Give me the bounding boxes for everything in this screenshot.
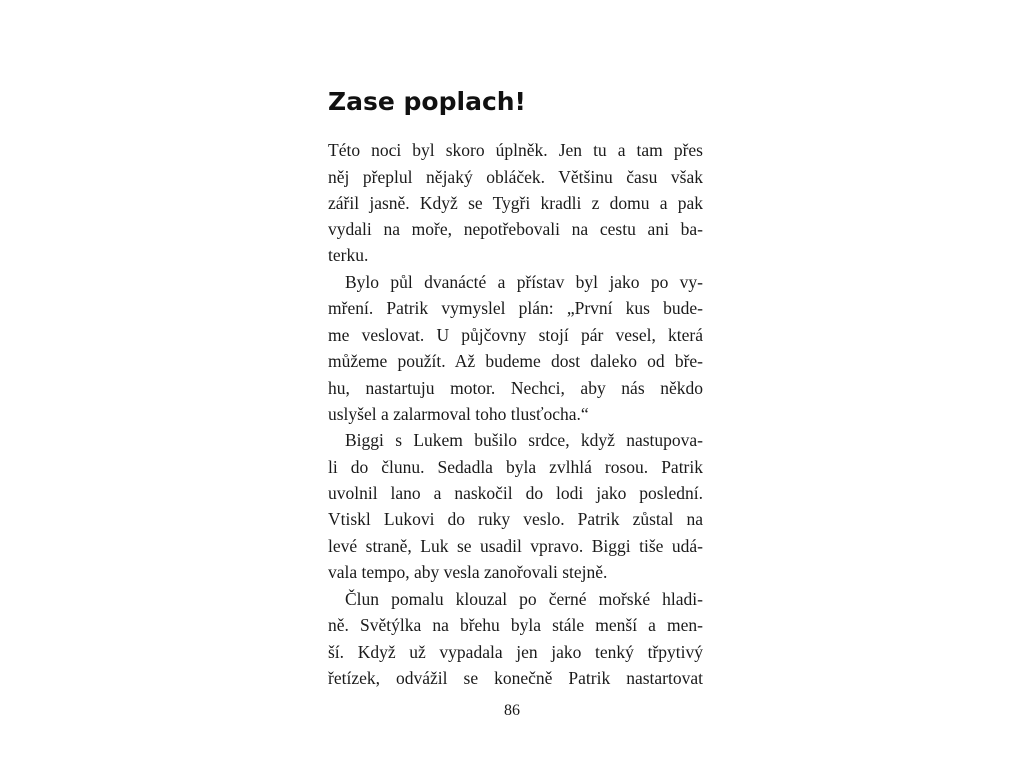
- text-line: Této noci byl skoro úplněk. Jen tu a tam přes: [328, 140, 703, 160]
- text-line: vala tempo, aby vesla zanořovali stejně.: [328, 562, 608, 582]
- text-line: Vtiskl Lukovi do ruky veslo. Patrik zůstal na: [328, 509, 703, 529]
- text-line: řetízek, odvážil se konečně Patrik nastartovat: [328, 668, 703, 688]
- text-line: me veslovat. U půjčovny stojí pár vesel, která: [328, 325, 703, 345]
- text-line: mření. Patrik vymyslel plán: „První kus bude-: [328, 298, 703, 318]
- text-line: Bylo půl dvanácté a přístav byl jako po vy-: [345, 272, 703, 292]
- text-line: hu, nastartuju motor. Nechci, aby nás někdo: [328, 378, 703, 398]
- text-line: uvolnil lano a naskočil do lodi jako poslední.: [328, 483, 703, 503]
- text-line: terku.: [328, 245, 369, 265]
- text-line: můžeme použít. Až budeme dost daleko od bře-: [328, 351, 703, 371]
- text-line: levé straně, Luk se usadil vpravo. Biggi tiše udá-: [328, 536, 703, 556]
- text-line: li do člunu. Sedadla byla zvlhlá rosou. Patrik: [328, 457, 703, 477]
- text-line: ně. Světýlka na břehu byla stále menší a men-: [328, 615, 703, 635]
- chapter-title: Zase poplach!: [328, 87, 526, 116]
- text-line: Člun pomalu klouzal po černé mořské hladi-: [345, 589, 703, 609]
- text-line: zářil jasně. Když se Tygři kradli z domu a pak: [328, 193, 703, 213]
- text-line: vydali na moře, nepotřebovali na cestu ani ba-: [328, 219, 703, 239]
- page-number: 86: [504, 702, 520, 719]
- text-line: něj přeplul nějaký obláček. Většinu času však: [328, 167, 703, 187]
- text-line: ší. Když už vypadala jen jako tenký třpytivý: [328, 642, 703, 662]
- text-line: uslyšel a zalarmoval toho tlusťocha.“: [328, 404, 589, 424]
- text-line: Biggi s Lukem bušilo srdce, když nastupova-: [345, 430, 703, 450]
